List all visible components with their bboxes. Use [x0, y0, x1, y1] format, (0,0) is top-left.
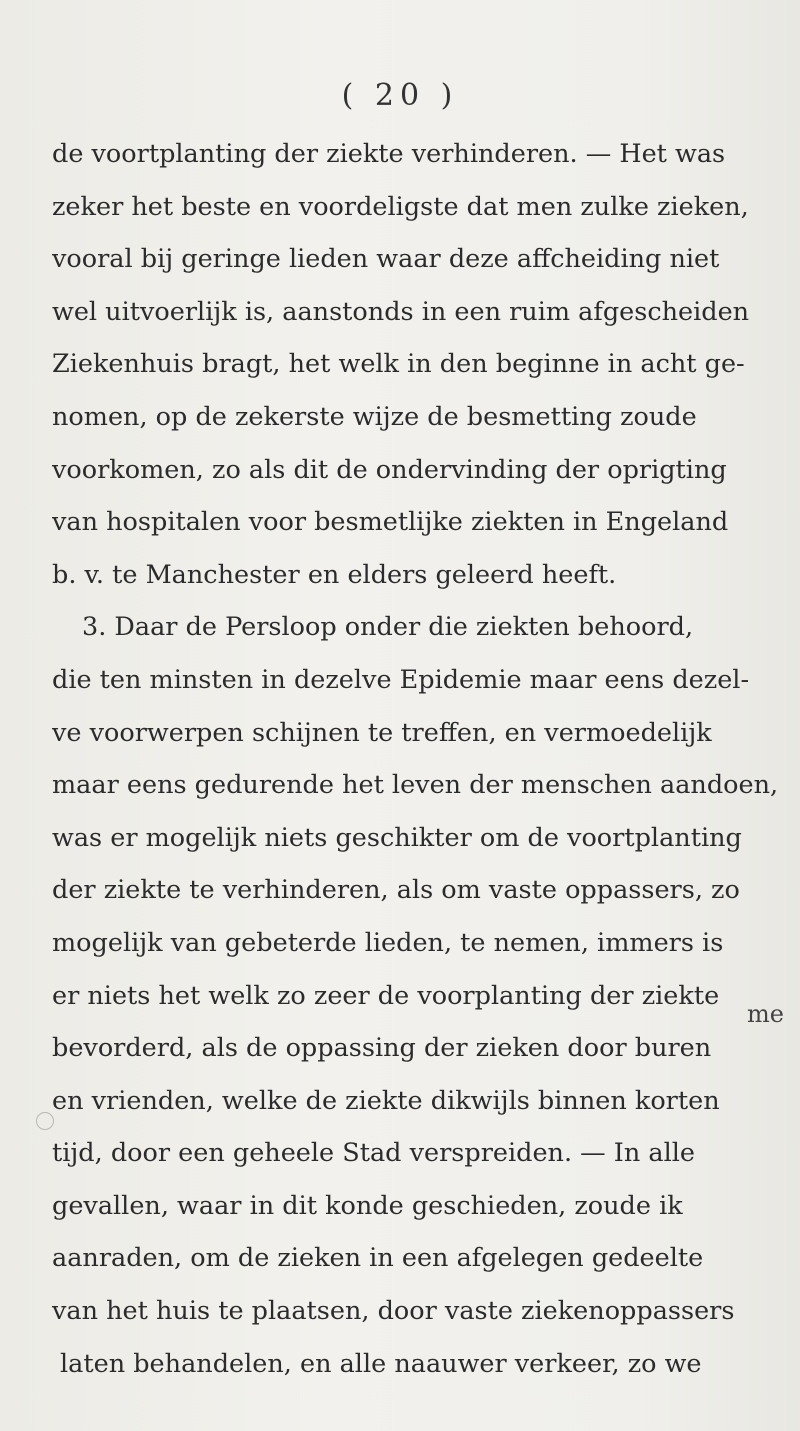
- text-line: van hospitalen voor besmetlijke ziekten in Engeland: [52, 507, 729, 538]
- text-line: ve voorwerpen schijnen te treffen, en vermoedelijk: [52, 717, 712, 748]
- paragraph-start-line: 3. Daar de Persloop onder die ziekten behoord,: [82, 612, 694, 643]
- text-line: er niets het welk zo zeer de voorplanting der ziekte: [52, 980, 720, 1011]
- text-line: gevallen, waar in dit konde geschieden, zoude ik: [52, 1190, 683, 1221]
- body-text: [52, 128, 792, 1390]
- text-line: van het huis te plaatsen, door vaste ziekenoppassers: [52, 1296, 735, 1327]
- text-line: bevorderd, als de oppassing der zieken door buren: [52, 1033, 712, 1064]
- text-line: Ziekenhuis bragt, het welk in den beginne in acht ge-: [52, 349, 745, 380]
- text-line: vooral bij geringe lieden waar deze affcheiding niet: [52, 244, 720, 275]
- text-line: was er mogelijk niets geschikter om de voortplanting: [52, 822, 742, 853]
- text-line: der ziekte te verhinderen, als om vaste oppassers, zo: [52, 875, 740, 906]
- text-line: wel uitvoerlijk is, aanstonds in een ruim afgescheiden: [52, 296, 750, 327]
- text-line: tijd, door een geheele Stad verspreiden. — In alle: [52, 1138, 695, 1169]
- text-line: voorkomen, zo als dit de ondervinding der oprigting: [52, 454, 727, 485]
- text-line: aanraden, om de zieken in een afgelegen gedeelte: [52, 1243, 704, 1274]
- text-line: mogelijk van gebeterde lieden, te nemen, immers is: [52, 927, 724, 958]
- text-line: zeker het beste en voordeligste dat men zulke zieken,: [52, 191, 749, 222]
- text-line: laten behandelen, en alle naauwer verkeer, zo we: [60, 1348, 702, 1379]
- text-line: nomen, op de zekerste wijze de besmetting zoude: [52, 401, 697, 432]
- text-line: maar eens gedurende het leven der menschen aandoen,: [52, 770, 779, 801]
- page-number: ( 20 ): [341, 78, 459, 113]
- text-line: de voortplanting der ziekte verhinderen. — Het was: [52, 139, 726, 169]
- text-line: die ten minsten in dezelve Epidemie maar eens dezel-: [52, 664, 750, 695]
- paper-blemish: [36, 1112, 54, 1130]
- text-line: b. v. te Manchester en elders geleerd heeft.: [52, 559, 617, 590]
- text-line: en vrienden, welke de ziekte dikwijls binnen korten: [52, 1085, 720, 1116]
- catchword: me: [747, 1000, 784, 1028]
